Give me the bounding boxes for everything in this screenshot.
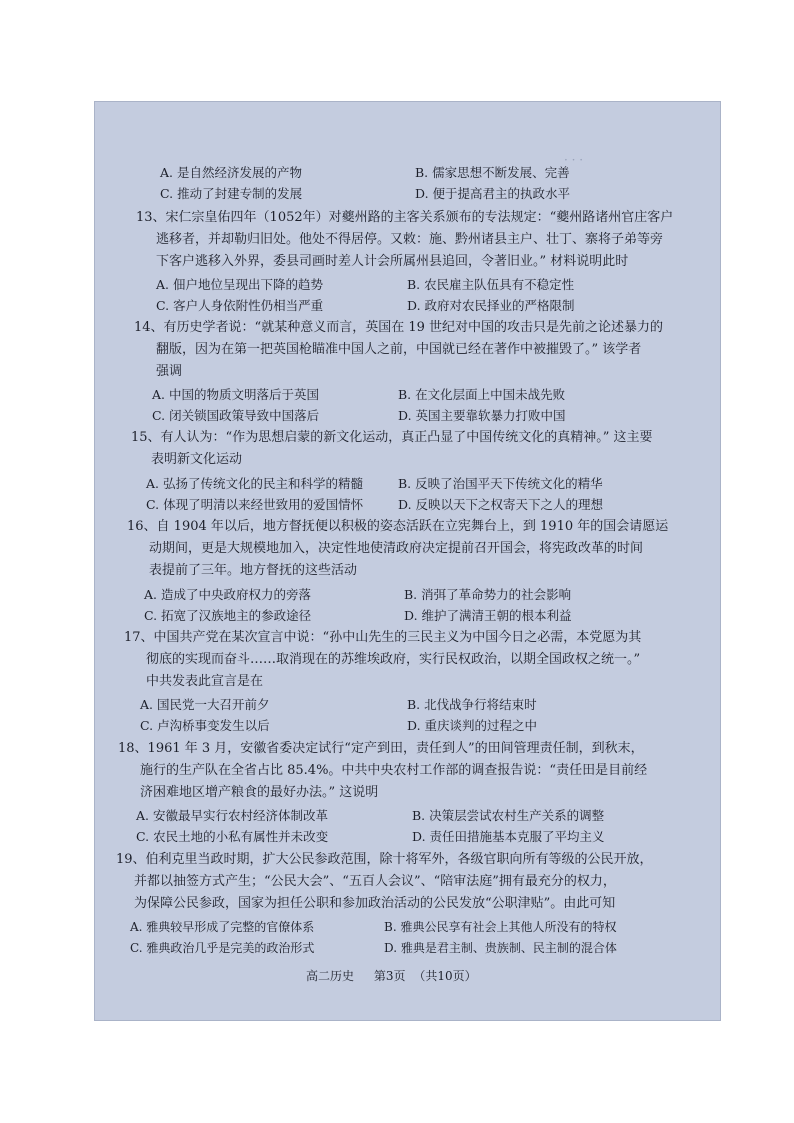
- q17-option-d: D. 重庆谈判的过程之中: [407, 718, 538, 733]
- q18-option-b: B. 决策层尝试农村生产关系的调整: [412, 808, 605, 823]
- q18-option-d: D. 责任田措施基本克服了平均主义: [412, 829, 605, 844]
- q19-option-b: B. 雅典公民享有社会上其他人所没有的特权: [384, 920, 617, 934]
- q12-option-d: D. 便于提高君主的执政水平: [415, 186, 571, 201]
- q15-stem-line-2: 表明新文化运动: [151, 452, 243, 467]
- q16-option-d: D. 维护了满清王朝的根本利益: [404, 608, 572, 623]
- q14-stem-line-3: 强调: [156, 364, 183, 379]
- exam-page: [94, 101, 721, 1021]
- q13-option-b: B. 农民雇主队伍具有不稳定性: [407, 277, 575, 292]
- q15-option-a: A. 弘扬了传统文化的民主和科学的精髓: [146, 476, 363, 491]
- page-footer: [306, 967, 493, 984]
- q18-stem-line-1: 18、1961 年 3 月，安徽省委决定试行“定产到田，责任到人”的田间管理责任制，到秋末，: [118, 741, 644, 756]
- footer-total-pages: （共10页）: [413, 969, 477, 983]
- q12-option-a: A. 是自然经济发展的产物: [160, 165, 302, 180]
- footer-subject: 高二历史: [306, 969, 355, 983]
- q19-stem-line-2: 并都以抽签方式产生；“公民大会”、“五百人会议”、“陪审法庭”拥有最充分的权力，: [134, 874, 616, 889]
- q18-stem-line-2: 施行的生产队在全省占比 85.4%。中共中央农村工作部的调查报告说：“责任田是目前经: [140, 763, 648, 778]
- q13-option-a: A. 佃户地位呈现出下降的趋势: [156, 277, 323, 292]
- q17-option-c: C. 卢沟桥事变发生以后: [140, 718, 270, 733]
- q14-option-b: B. 在文化层面上中国未战先败: [398, 387, 566, 402]
- q14-option-a: A. 中国的物质文明落后于英国: [152, 387, 319, 402]
- q13-stem-line-2: 逃移者，并却勒归旧处。他处不得居停。又敕：施、黔州诸县主户、壮丁、寨将子弟等旁: [156, 232, 664, 247]
- q13-option-d: D. 政府对农民择业的严格限制: [407, 298, 575, 313]
- q15-option-d: D. 反映以天下之权寄天下之人的理想: [398, 497, 604, 512]
- q15-stem-line-1: 15、有人认为：“作为思想启蒙的新文化运动，真正凸显了中国传统文化的真精神。” 这主要: [131, 430, 653, 445]
- q17-stem-line-3: 中共发表此宣言是在: [146, 674, 264, 689]
- q14-option-d: D. 英国主要靠软暴力打败中国: [398, 408, 566, 423]
- q15-option-c: C. 体现了明清以来经世致用的爱国情怀: [146, 497, 364, 512]
- q15-option-b: B. 反映了治国平天下传统文化的精华: [398, 476, 603, 491]
- q16-stem-line-3: 表提前了三年。地方督抚的这些活动: [149, 563, 358, 578]
- q18-option-a: A. 安徽最早实行农村经济体制改革: [136, 808, 328, 823]
- q16-stem-line-1: 16、自 1904 年以后，地方督抚便以积极的姿态活跃在立宪舞台上，到 1910 年的国会请愿运: [127, 519, 669, 534]
- q14-stem-line-1: 14、有历史学者说：“就某种意义而言，英国在 19 世纪对中国的攻击只是先前之论述暴力的: [134, 320, 663, 335]
- q17-stem-line-2: 彻底的实现而奋斗……取消现在的苏维埃政府，实行民权政治，以期全国政权之统一。”: [146, 652, 641, 667]
- q17-option-b: B. 北伐战争行将结束时: [407, 697, 537, 712]
- q19-stem-line-1: 19、伯利克里当政时期，扩大公民参政范围，除十将军外，各级官职向所有等级的公民开放，: [116, 852, 653, 867]
- q16-option-a: A. 造成了中央政府权力的旁落: [144, 587, 311, 602]
- q13-stem-line-1: 13、宋仁宗皇佑四年（1052年）对夔州路的主客关系颁布的专法规定：“夔州路诸州官庄客户: [136, 210, 674, 225]
- q13-stem-line-3: 下客户逃移入外界，委县司画时差人计会所属州县追回，令著旧业。” 材料说明此时: [156, 254, 629, 269]
- q12-option-c: C. 推动了封建专制的发展: [160, 186, 303, 201]
- q17-stem-line-1: 17、中国共产党在某次宣言中说：“孙中山先生的三民主义为中国今日之必需，本党愿为其: [124, 630, 642, 645]
- q12-option-b: B. 儒家思想不断发展、完善: [415, 165, 570, 180]
- q18-option-c: C. 农民土地的小私有属性并未改变: [136, 829, 329, 844]
- bleed-through-text: · · ·: [564, 153, 584, 167]
- q19-option-a: A. 雅典较早形成了完整的官僚体系: [130, 920, 315, 934]
- q18-stem-line-3: 济困难地区增产粮食的最好办法。” 这说明: [140, 785, 379, 800]
- q16-option-b: B. 消弭了革命势力的社会影响: [404, 587, 572, 602]
- q19-option-d: D. 雅典是君主制、贵族制、民主制的混合体: [384, 941, 617, 955]
- q13-option-c: C. 客户人身依附性仍相当严重: [156, 298, 324, 313]
- q16-option-c: C. 拓宽了汉族地主的参政途径: [144, 608, 312, 623]
- q14-option-c: C. 闭关锁国政策导致中国落后: [152, 408, 320, 423]
- q19-option-c: C. 雅典政治几乎是完美的政治形式: [130, 941, 315, 955]
- q16-stem-line-2: 动期间，更是大规模地加入，决定性地使清政府决定提前召开国会，将宪政改革的时间: [149, 541, 644, 556]
- q17-option-a: A. 国民党一大召开前夕: [140, 697, 270, 712]
- q19-stem-line-3: 为保障公民参政，国家为担任公职和参加政治活动的公民发放“公职津贴”。由此可知: [134, 896, 616, 911]
- q14-stem-line-2: 翻版，因为在第一把英国枪瞄准中国人之前，中国就已经在著作中被摧毁了。” 该学者: [156, 342, 642, 357]
- footer-page-number: 第3页: [373, 969, 406, 983]
